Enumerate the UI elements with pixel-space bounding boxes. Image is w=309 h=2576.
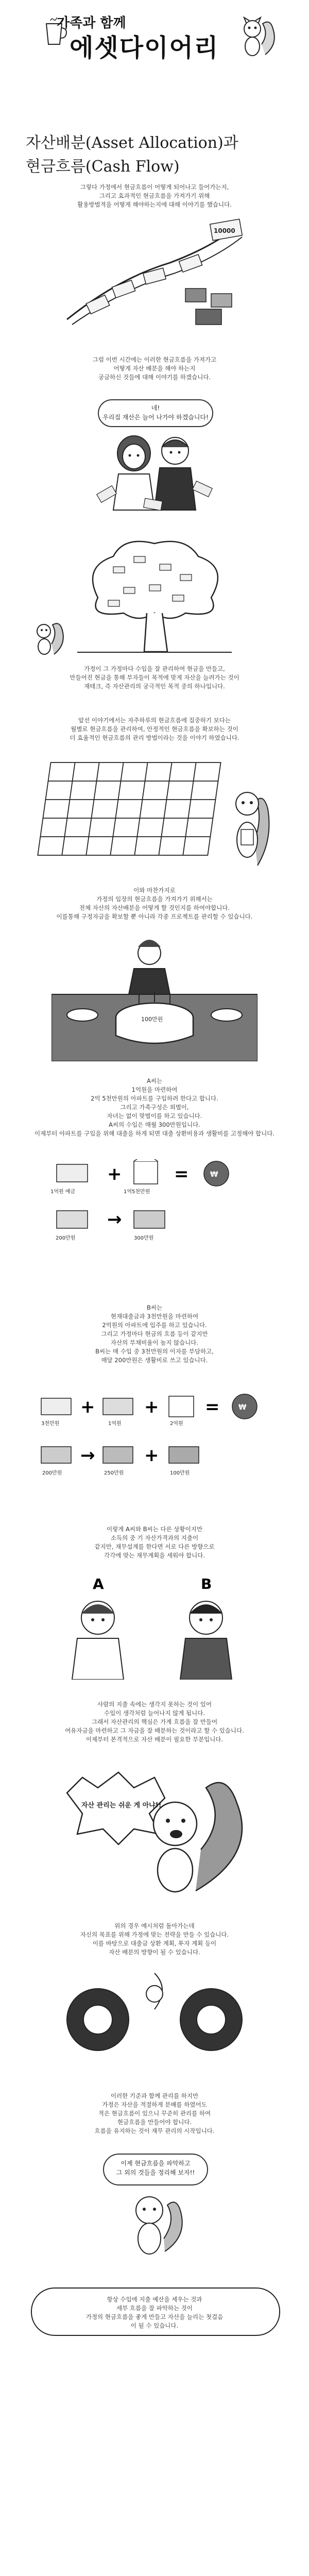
- b-item-5: 250만원: [104, 1470, 124, 1476]
- panel-8-text: 이렇게 A씨와 B씨는 다른 상황이지만 소득의 중 기 자산가격과의 지출이 같지만, 재무설계를 한다면 서로 다른 방향으로 각각에 맞는 재무계획을 세워야 합니다.: [94, 1526, 215, 1559]
- squirrel-icon: [31, 616, 67, 657]
- panel-2-text: 그럼 이번 시간에는 이러한 현금흐름을 가져가고 어떻게 자산 배분을 해야 하는지 궁금하신 것들에 대해 이야기를 하겠습니다.: [92, 356, 217, 381]
- panel-9-text: 사람의 지출 속에는 생각지 못하는 것이 있어 수입이 생각처럼 늘어나지 않게 됩니다. 그래서 자산관리의 핵심은 가계 흐름을 잘 만들어 여유자금을 마련하고 그 자금을 잘 배분하는 것이라고 할 수 있습니다. 이제부터 본격적으로 자산 배분이 필요한 부분입니다.: [65, 1701, 244, 1743]
- panel-11-text: 이러한 기준과 함께 관리를 하지만 가정은 자산을 적절하게 분배를 하였어도 적은 현금흐름이 있으니 꾸준히 관리를 하여 현금흐름을 만들어야 합니다. 흐름을 유지하는 것이 재무 관리의 시작입니다.: [94, 2092, 215, 2134]
- b-item-1: 3천만원: [41, 1421, 60, 1427]
- svg-text:→: →: [80, 1445, 95, 1466]
- title-line-1: 자산배분(Asset Allocation)과: [26, 134, 238, 152]
- svg-text:10000: 10000: [214, 227, 235, 234]
- calendar-grid-illustration: [31, 757, 278, 871]
- speech-bubble-2: 이제 현금흐름을 파악하고 그 외의 것들을 정리해 보자!!: [103, 2154, 208, 2185]
- shout-text: 자산 관리는 쉬운 게 아냐!!: [81, 1802, 162, 1809]
- money-tree-illustration: [77, 536, 232, 654]
- money-flow-illustration: [57, 216, 252, 335]
- b-item-4: 200만원: [42, 1470, 62, 1476]
- b-item-3: 2억원: [170, 1421, 183, 1427]
- panel-4-text: 앞선 이야기에서는 자주하루의 현금흐름에 집중하기 보다는 월별로 현금흐름을 관리하여, 안정적인 현금흐름을 확보하는 것이 더 효율적인 현금흐름의 관리 방법이라는 것을 이야기 하였습니다.: [70, 717, 239, 741]
- label-b: B: [201, 1577, 212, 1592]
- svg-text:=: =: [205, 1397, 220, 1417]
- svg-text:+: +: [80, 1397, 95, 1417]
- person-b-assets-diagram: [36, 1391, 273, 1484]
- label-a: A: [93, 1577, 104, 1592]
- svg-text:+: +: [144, 1397, 159, 1417]
- a-item-1: 1억원 예금: [50, 1189, 76, 1195]
- panel-1-text: 그렇다 가정에서 현금흐름이 어떻게 되어나고 들어가는지, 그리고 효과적인 현금흐름을 가져가기 위해 활용방법적을 어떻게 해야하는지에 대해 이야기를 했습니다.: [77, 183, 232, 208]
- characters-a-b-illustration: [57, 1577, 252, 1680]
- a-item-2: 1억5천만원: [124, 1189, 150, 1195]
- cake-label: 100만원: [141, 1016, 163, 1023]
- squirrel-mascot-icon: [237, 13, 278, 60]
- b-item-6: 100만원: [170, 1470, 190, 1476]
- panel-7-text: B씨는 현재대출금과 3천만원을 마련하여 2억원의 아파트에 입주를 하고 있습니다. 그리고 가정마다 현금의 흐름 등이 같지만 자산의 부채비율이 높지 않습니다. B씨는 매 수입 중 3천만원의 이자를 부담하고, 매달 200만원은 생활비로 쓰고 있습니다.: [95, 1304, 214, 1364]
- birthday-cake-table-illustration: [52, 933, 258, 1061]
- panel-6-text: A씨는 1억원을 마련하여 2억 5천만원의 아파트를 구입하려 한다고 합니다. 그리고 가족구성은 외벌이, 자녀는 없이 맞벌이를 하고 있습니다. A씨의 수입은 매월 300만원입니다. 이제부터 아파트를 구입을 위해 대출을 하게 되면 대출 상환비용과 생활비를 고정해야 합니다.: [34, 1077, 274, 1137]
- panel-10-text: 위의 경우 예시처럼 돌아가는데 자신의 목표를 위해 가정에 맞는 전략을 만들 수 있습니다. 이를 바탕으로 대출금 상환 계획, 투자 계획 등이 자산 배분의 방향이 될 수 있습니다.: [80, 1922, 229, 1956]
- title-line-2: 현금흐름(Cash Flow): [26, 158, 180, 176]
- svg-text:→: →: [107, 1209, 122, 1230]
- brand-title: 에셋다이어리: [70, 33, 219, 62]
- person-a-assets-diagram: [46, 1159, 263, 1247]
- svg-text:₩: ₩: [210, 1171, 218, 1179]
- shouting-squirrel-illustration: [62, 1762, 258, 1896]
- svg-text:=: =: [174, 1164, 189, 1184]
- svg-text:₩: ₩: [238, 1403, 247, 1412]
- a-item-4: 300만원: [134, 1235, 154, 1241]
- squirrel-character-icon: [118, 2184, 191, 2257]
- svg-text:+: +: [107, 1164, 122, 1184]
- panel-3-text: 가정이 그 가정마다 수입을 잘 관리하여 현금을 만들고, 만들어진 현금을 통해 부자들이 목적에 맞게 자산을 늘려가는 것이 재테크, 즉 자산관리의 궁극적인 목적 중의 하나입니다.: [70, 665, 239, 690]
- wheels-illustration: [41, 1963, 268, 2066]
- couple-with-money-illustration: [93, 428, 216, 515]
- header-badge: 가족과 함께: [57, 15, 126, 31]
- panel-5-text: 이와 마찬가지로 가정의 입장의 현금흐름을 가져가기 위해서는 전체 자산의 자산배분을 어떻게 할 것인지를 하여야합니다. 이를통해 구정자금을 확보할 뿐 아니라 각종 프로젝트를 관리할 수 있습니다.: [56, 887, 253, 920]
- header: [21, 8, 288, 60]
- a-item-3: 200만원: [56, 1235, 76, 1241]
- b-item-2: 1억원: [108, 1421, 122, 1427]
- page-whitespace: [21, 2360, 288, 2576]
- svg-text:+: +: [144, 1445, 159, 1466]
- closing-text: 항상 수입에 지출 예산을 세우는 것과 세부 흐름을 잘 파악하는 것이 가정의 현금흐름을 좋게 만들고 자산을 늘리는 첫걸음 이 될 수 있습니다.: [85, 2296, 224, 2329]
- speech-bubble-1: 네! 우리집 재산은 늘어 나가야 하겠습니다!: [98, 399, 213, 427]
